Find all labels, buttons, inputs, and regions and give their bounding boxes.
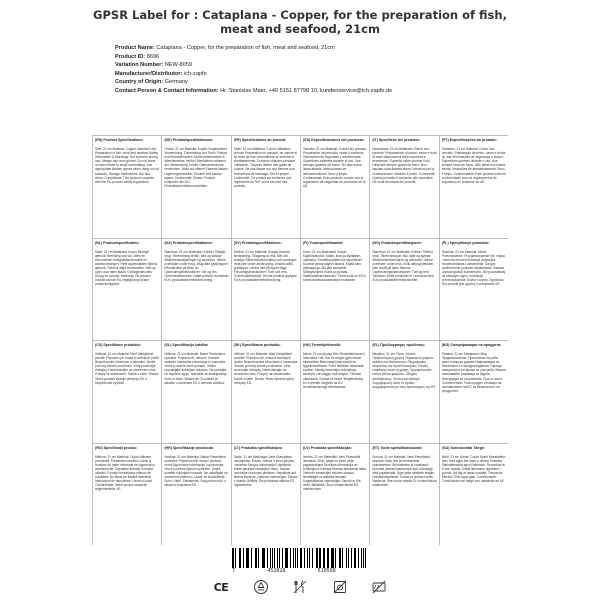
spec-body: Size: 21 cm Material: Copper Intended Use: Preparation of fish, meat and seafood Safety Information & Warnings: Hot surfaces during use. Always use oven gloves. Do not leave on open flame to avoid overheating. Use appropriate kitchen gloves when using on hot surfaces. Storage Instructions: Dry and clean. Compliance: This product complies with the EU product safety regulations.	[95, 147, 159, 184]
barcode-bar	[258, 548, 259, 568]
compliance-symbols	[212, 578, 388, 596]
product-info-value: 8696	[146, 53, 160, 60]
barcode-bar	[295, 548, 296, 568]
spec-heading: (GA) Sonraíochtaí Táirge:	[441, 445, 486, 450]
barcode-bar	[267, 548, 268, 568]
product-info-key: Product ID:	[115, 53, 146, 60]
barcode-bar	[348, 548, 350, 568]
barcode-bar	[287, 548, 288, 568]
barcode-bar	[351, 548, 352, 568]
spec-cell	[92, 238, 161, 341]
spec-heading: (NO) Produktspesifikasjoner:	[372, 240, 423, 245]
product-info-value: ich-zapfe	[184, 70, 207, 77]
spec-body: Veľkosť: 21 cm Materiál: Meď Zamýšľané použitie: Príprava rýb, mäsa a morských plodov Bezpečnostné informácie a varovania: Horúce povrchy počas používania. Vždy používajte chňapky. Nenechávajte na otvorenom ohni. Pokyny na skladovanie: Suché a čisté. Zhoda: Tento výrobok spĺňa predpisy EÚ.	[233, 352, 298, 385]
spec-cell	[369, 238, 438, 341]
spec-cell	[300, 340, 369, 443]
spec-body: Størrelse: 21 cm Materiale: Kobber Tilsigtet brug: Tilberedning af fisk, kød og skaldyr Sikkerhedsoplysninger og advarsler: Varme overflader under brug. Brug altid grydelapper. Efterlad ikke på åben ild. Opbevaringsinstruktioner: Tør og ren. Overensstemmelse: Dette produkt overholder EU's produktsikkerhedsforordning.	[164, 249, 229, 283]
spec-heading: (RO) Specificații produs:	[95, 445, 138, 450]
product-info-value: Cataplana - Copper, for the preparation of fish, meat and seafood, 21cm	[156, 45, 335, 51]
spec-body: Veličina: 21 cm Materijal: Bakar Predviđena upotreba: Priprema ribe, mesa i plodova mora Sigurnosne informacije i upozorenja: Vruće površine tijekom upotrebe. Uvijek koristite kuhinjske rukavice. Ne ostavljajte na otvorenom plamenu. Upute za skladištenje: Suho i čisto. Sukladnost: Ovaj proizvod je u skladu s propisima EU.	[164, 454, 228, 488]
spec-heading: (HU) Termékjellemzők:	[303, 343, 342, 347]
spec-heading: (PL) Specyfikacje produktu:	[441, 240, 490, 245]
spec-heading: (PT) Especificações do produto:	[441, 138, 497, 142]
barcode-bar	[304, 548, 305, 568]
barcode-bar	[327, 548, 329, 568]
spec-body: Μέγεθος: 21 cm Υλικό: Χαλκός Προβλεπόμενη χρήση: Παρασκευή ψαριών, κρέατος και θαλασσινών Πληροφορίες ασφαλείας και προειδοποιήσεις: Καυτές επιφάνειες κατά τη χρήση. Χρησιμοποιείτε πάντα γάντια φούρνου. Οδηγίες αποθήκευσης: Στεγνό και καθαρό. Συμμόρφωση: Αυτό το προϊόν συμμορφώνεται με τους κανονισμούς της ΕΕ.	[372, 352, 437, 389]
spec-cell	[231, 238, 300, 341]
spec-cell	[231, 443, 300, 546]
product-info-row	[115, 87, 515, 96]
barcode-bar	[264, 548, 265, 568]
barcode-bar	[342, 548, 343, 568]
spec-body: Méret: 21 cm Anyag: Réz Rendeltetésszerű használat: Hal, hús és tenger gyümölcsei elkészítése Biztonsági információk és figyelmeztetések: Forró felületek használat közben. Mindig használjon edényfogó kesztyűt. Ne hagyja nyílt lángon. Tárolási utasítások: Száraz és tiszta. Megfelelőség: Ez a termék megfelel az EU termékbiztonsági előírásainak.	[303, 352, 365, 389]
spec-heading: (IT) Specifiche del prodotto:	[372, 138, 421, 142]
barcode-bar	[251, 548, 252, 568]
title-line-2: meat and seafood, 21cm	[220, 22, 380, 36]
spec-cell	[300, 443, 369, 546]
barcode-bars	[232, 548, 368, 568]
spec-body: Méid: 21 cm Ábhar: Copar Úsáid Bheartaithe: Iasc, feoil agus bia mara a ullmhú Faisnéis Sábháilteachta agus Rabhaidh: Dromchlaí te le linn úsáide. Úsáid lámhainní oigheann i gcónaí. Ná fág ar lasair oscailte. Treoracha Stórála: Tirim agus glan. Comhlíonadh: Comhlíonann an táirge seo rialacháin an AE.	[441, 454, 506, 484]
spec-heading: (ET) Toote spetsifikatsioonid:	[372, 445, 423, 450]
product-info-value: NEW-8059	[164, 62, 193, 69]
barcode-bar	[279, 548, 280, 568]
spec-body: Mărime: 21 cm Material: Cupru Utilizare prevăzută: Prepararea peștelui, cărnii și fructelor de mare Informații de siguranță și avertismente: Suprafețe fierbinți în timpul utilizării. Folosiți întotdeauna mănuși de bucătărie. Nu lăsați pe flacără deschisă. Instrucțiuni de depozitare: Uscat și curat. Conformitate: Acest produs respectă reglementările UE.	[95, 454, 155, 492]
spec-body: Velikost: 21 cm Materiál: Měď Zamýšlené použití: Příprava ryb, masa a mořských plodů Bezpečnostní informace a varování: Horké povrchy během používání. Vždy používejte chňapky. Nenechávejte na otevřeném ohni. Pokyny ke skladování: Suché a čisté. Shoda: Tento výrobek splňuje předpisy EU o bezpečnosti výrobků.	[95, 352, 159, 385]
product-info-value: Hr. Stanislav Maer, +49 5151 87798 10, kundenservice@ich-zapfe.de	[220, 87, 393, 94]
product-info-value: Germany	[164, 79, 188, 86]
spec-body: Størrelse: 21 cm Materiale: Kobber Tiltenkt bruk: Tilberedning av fisk, kjøtt og sjømat Sikkerhetsinformasjon og advarsler: Varme overflater under bruk. Bruk alltid grytekluter. Ikke la stå på åpen flamme. Oppbevaringsinstruksjoner: Tørt og rent. Samsvar: Dette produktet er i samsvar med EUs produktsikkerhetsforskrifter.	[372, 249, 434, 283]
spec-cell	[161, 238, 230, 341]
barcode-right-digits: 510598	[317, 568, 336, 574]
spec-body: Storlek: 21 cm Material: Koppar Avsedd användning: Tillagning av fisk, kött och skaldjur Säkerhetsinformation och varningar: Heta ytor under användning. Använd alltid grytlappar. Lämna inte på öppen låga. Förvaringsinstruktioner: Torrt och rent. Överensstämmelse: Denna produkt uppfyller EU:s produktsäkerhetsförordning.	[233, 249, 297, 283]
spec-heading: (ES) Especificaciones del producto:	[303, 138, 365, 142]
product-info-row	[115, 78, 515, 87]
spec-cell	[369, 135, 438, 238]
barcode-bar	[247, 548, 249, 568]
spec-cell	[369, 340, 438, 443]
spec-body: Maat: 21 cm Materiaal: Koper Beoogd gebruik: Bereiding van vis, vlees en zeevruchten Veiligheidsinformatie en waarschuwingen: Hete oppervlakken tijdens gebruik. Gebruik altijd ovenwanten. Niet op open vuur laten staan. Opslaginstructies: Droog en schoon. Naleving: Dit product voldoet aan de EU-regelgeving inzake productveiligheid.	[95, 249, 158, 287]
barcode-bar	[335, 548, 336, 568]
barcode-bar	[274, 548, 275, 568]
product-info-key: Contact Person & Contact Information:	[115, 87, 219, 94]
product-info-key: Country of Origin:	[115, 79, 164, 86]
spec-heading: (EL) Προδιαγραφές προϊόντος:	[372, 343, 426, 347]
spec-heading: (HR) Specifikacije proizvoda:	[164, 445, 214, 450]
spec-body: Suurus: 21 cm Materjal: Vask Ettenähtud kasutus: Kala, liha ja mereandide valmistamine Ohutusteave ja hoiatused: Kuumad pinnad kasutamise ajal. Kasutage alati pajakindaid. Ärge jätke lahtisele leegile. Hoiustamisjuhised: Kuivas ja puhtas kohas. Vastavus: See toode vastab ELi tooteohutuse määrustele.	[372, 454, 437, 488]
no-microwave-icon	[370, 578, 388, 596]
spec-heading: (SV) Produktspecifikationer:	[233, 240, 282, 245]
spec-heading: (LV) Produkta specifikācijas:	[303, 445, 352, 450]
spec-cell	[439, 135, 508, 238]
no-dishwasher-icon	[331, 578, 349, 596]
spec-cell	[300, 135, 369, 238]
barcode-bar	[235, 548, 236, 568]
product-info-row	[115, 44, 515, 53]
spec-cell	[439, 340, 508, 443]
spec-body: Velikost: 21 cm Material: Baker Predvidena uporaba: Priprava rib, mesa in morskih sadežev Varnostne informacije in opozorila: Vroče površine med uporabo. Vedno uporabljajte kuhinjske rokavice. Ne puščajte na odprtem ognju. Navodila za shranjevanje: Suho in čisto. Skladnost: Ta izdelek je skladen z uredbami EU o varnosti izdelkov.	[164, 352, 228, 385]
spec-cell	[369, 443, 438, 546]
barcode-bar	[272, 548, 273, 568]
spec-cell	[231, 340, 300, 443]
recycle-icon	[252, 578, 270, 596]
spec-body: Rozmiar: 21 cm Materiał: Miedź Przeznaczenie: Przygotowywanie ryb, mięsa i owoców morza Informacje dotyczące bezpieczeństwa i ostrzeżenia: Gorące powierzchnie podczas użytkowania. Zawsze używaj rękawic kuchennych. Nie pozostawiaj na otwartym ogniu. Instrukcje przechowywania: Sucho i czysto. Zgodność: Ten produkt jest zgodny z przepisami UE.	[441, 249, 506, 287]
product-info-block	[115, 44, 515, 96]
product-info-key: Manufacturer/Distributor:	[115, 70, 183, 77]
barcode-digits	[232, 568, 368, 575]
barcode-bar	[282, 548, 283, 568]
ce-mark-icon: CE	[213, 580, 229, 594]
spec-cell	[231, 135, 300, 238]
product-info-row	[115, 70, 515, 79]
spec-heading: (CS) Specifikace produktu:	[95, 343, 141, 347]
spec-body: Tamanho: 21 cm Material: Cobre Uso previsto: Preparação de peixe, carne e frutos do mar Informações de segurança e avisos: Superfícies quentes durante o uso. Use sempre luvas de forno. Não deixe em chama aberta. Instruções de armazenamento: Seco e limpo. Conformidade: Este produto está em conformidade com os regulamentos de segurança de produtos da UE.	[441, 147, 506, 184]
spec-heading: (DE) Produktspezifikationen:	[164, 138, 214, 142]
spec-body: Größe: 21 cm Material: Kupfer Vorgesehene Verwendung: Zubereitung von Fisch, Fleisch und Meeresfrüchten Sicherheitshinweise & Warnhinweise: Heiße Oberflächen während der Verwendung. Immer Ofenhandschuhe verwenden. Nicht auf offener Flamme lassen. Lagerungshinweise: Trocken und sauber lagern. Konformität: Dieses Produkt entspricht den EU-Produktsicherheitsvorschriften.	[164, 147, 229, 188]
spec-heading: (FI) Tuotespesifikaatiot:	[303, 240, 344, 245]
barcode-bar	[340, 548, 341, 568]
barcode-left-digits: 452028	[267, 568, 286, 574]
barcode-bar	[355, 548, 356, 568]
spec-heading: (NL) Productspecificaties:	[95, 240, 140, 245]
barcode-bar	[233, 548, 234, 568]
title-line-1: GPSR Label for : Cataplana - Copper, for the preparation of fish,	[93, 8, 507, 22]
food-safe-icon	[291, 578, 309, 596]
spec-body: Размер: 21 cm Материал: Мед Предназначение: Приготвяне на риба, месо и морски дарове Информация за безопасност и предупреждения: Горещи повърхности по време на употреба. Винаги използвайте ръкавици за фурна. Инструкции за съхранение: Сухо и чисто. Съответствие: Този продукт отговаря на регламентите на ЕС за безопасност на продуктите.	[441, 352, 506, 393]
spec-body: Koko: 21 cm Materiaali: Kupari Käyttötarkoitus: Kalan, lihan ja äyriäisten valmistus Turvallisuustiedot ja varoitukset: Kuumat pinnat käytön aikana. Käytä aina patalappuja. Älä jätä avotulelle. Säilytysohjeet: Kuiva ja puhdas. Vaatimustenmukaisuus: Tämä tuote on EU:n tuoteturvallisuusasetuksen mukainen.	[303, 249, 366, 283]
barcode-bar	[290, 548, 291, 568]
label-title	[20, 8, 580, 36]
spec-body: Dimensioni: 21 cm Materiale: Rame Uso previsto: Preparazione di pesce, carne e frutti di mare Informazioni sulla sicurezza e avvertenze: Superfici calde durante l'uso. Utilizzare sempre guanti da forno. Non lasciare sulla fiamma libera. Istruzioni per la conservazione: Asciutto e pulito. Conformità: Questo prodotto è conforme alle normative UE sulla sicurezza dei prodotti.	[372, 147, 437, 184]
barcode-bar	[332, 548, 333, 568]
spec-cell	[300, 238, 369, 341]
product-info-key: Product Name:	[115, 45, 155, 51]
spec-heading: (DA) Produktspecifikationer:	[164, 240, 214, 245]
spec-heading: (EN) Product Specifications:	[95, 138, 144, 142]
barcode-bar	[243, 548, 244, 568]
product-info-row	[115, 53, 515, 62]
barcode-bar	[358, 548, 359, 568]
spec-body: Tamaño: 21 cm Material: Cobre Uso previsto: Preparación de pescado, carne y mariscos Información de seguridad y advertencias: Superficies calientes durante el uso. Use siempre guantes de horno. No deje sobre llama abierta. Instrucciones de almacenamiento: Seco y limpio. Conformidad: Este producto cumple con el reglamento de seguridad de productos de la UE.	[303, 147, 367, 188]
spec-body: Dydis: 21 cm Medžiaga: Varis Numatytas naudojimas: Žuvies, mėsos ir jūros gėrybių ruošimas Saugos informacija ir įspėjimai: Karšti paviršiai naudojimo metu. Visada naudokite virtuvines pirštines. Nepalikite ant atviros liepsnos. Laikymo instrukcijos: Sausai ir švariai. Atitiktis: Šis produktas atitinka ES reglamentus.	[233, 454, 298, 488]
barcode-bar	[240, 548, 241, 568]
barcode-bar	[317, 548, 318, 568]
barcode-bar	[319, 548, 320, 568]
product-info-key: Variation Number:	[115, 62, 164, 69]
spec-cell	[161, 340, 230, 443]
spec-cell	[439, 238, 508, 341]
spec-heading: (BG) Спецификации на продукта:	[441, 343, 502, 347]
spec-cell	[92, 443, 161, 546]
barcode-lead-digit: 7	[232, 568, 236, 574]
spec-heading: (FR) Spécifications du produit:	[233, 138, 287, 142]
spec-cell	[161, 443, 230, 546]
barcode-bar	[312, 548, 313, 568]
spec-heading: (LT) Produkto specifikacijos:	[233, 445, 283, 450]
barcode-bar	[309, 548, 311, 568]
product-info-row	[115, 61, 515, 70]
barcode-bar	[363, 548, 364, 568]
spec-cell	[92, 135, 161, 238]
spec-cell	[92, 340, 161, 443]
barcode-bar	[365, 548, 366, 568]
barcode-bar	[297, 548, 298, 568]
barcode-bar	[256, 548, 257, 568]
barcode-bar	[324, 548, 325, 568]
spec-cell	[439, 443, 508, 546]
spec-heading: (SK) Špecifikácie produktu:	[233, 343, 281, 347]
spec-heading: (SL) Specifikacije izdelka:	[164, 343, 209, 347]
spec-cell	[161, 135, 230, 238]
barcode	[232, 548, 368, 576]
barcode-bar	[301, 548, 302, 568]
specifications-grid	[92, 135, 508, 545]
spec-body: Izmērs: 21 cm Materiāls: Varš Paredzētā lietošana: Zivju, gaļas un jūras velšu pagatavošana Drošības informācija un brīdinājumi: Karstas virsmas lietošanas laikā. Vienmēr izmantojiet virtuves cimdus. Neatstājiet uz atklātas liesmas. Uzglabāšanas instrukcijas: Sausā un tīrā vietā. Atbilstība: Šis produkts atbilst ES noteikumiem.	[303, 454, 367, 492]
spec-body: Taille: 21 cm Matériau: Cuivre Utilisation prévue: Préparation de poisson, de viande et de fruits de mer Informations de sécurité et avertissements: Surfaces chaudes pendant l'utilisation. Toujours utiliser des gants de cuisine. Ne pas laisser sur une flamme nue. Instructions de stockage: Sec et propre. Conformité: Ce produit est conforme aux règlements de l'UE sur la sécurité des produits.	[233, 147, 298, 188]
